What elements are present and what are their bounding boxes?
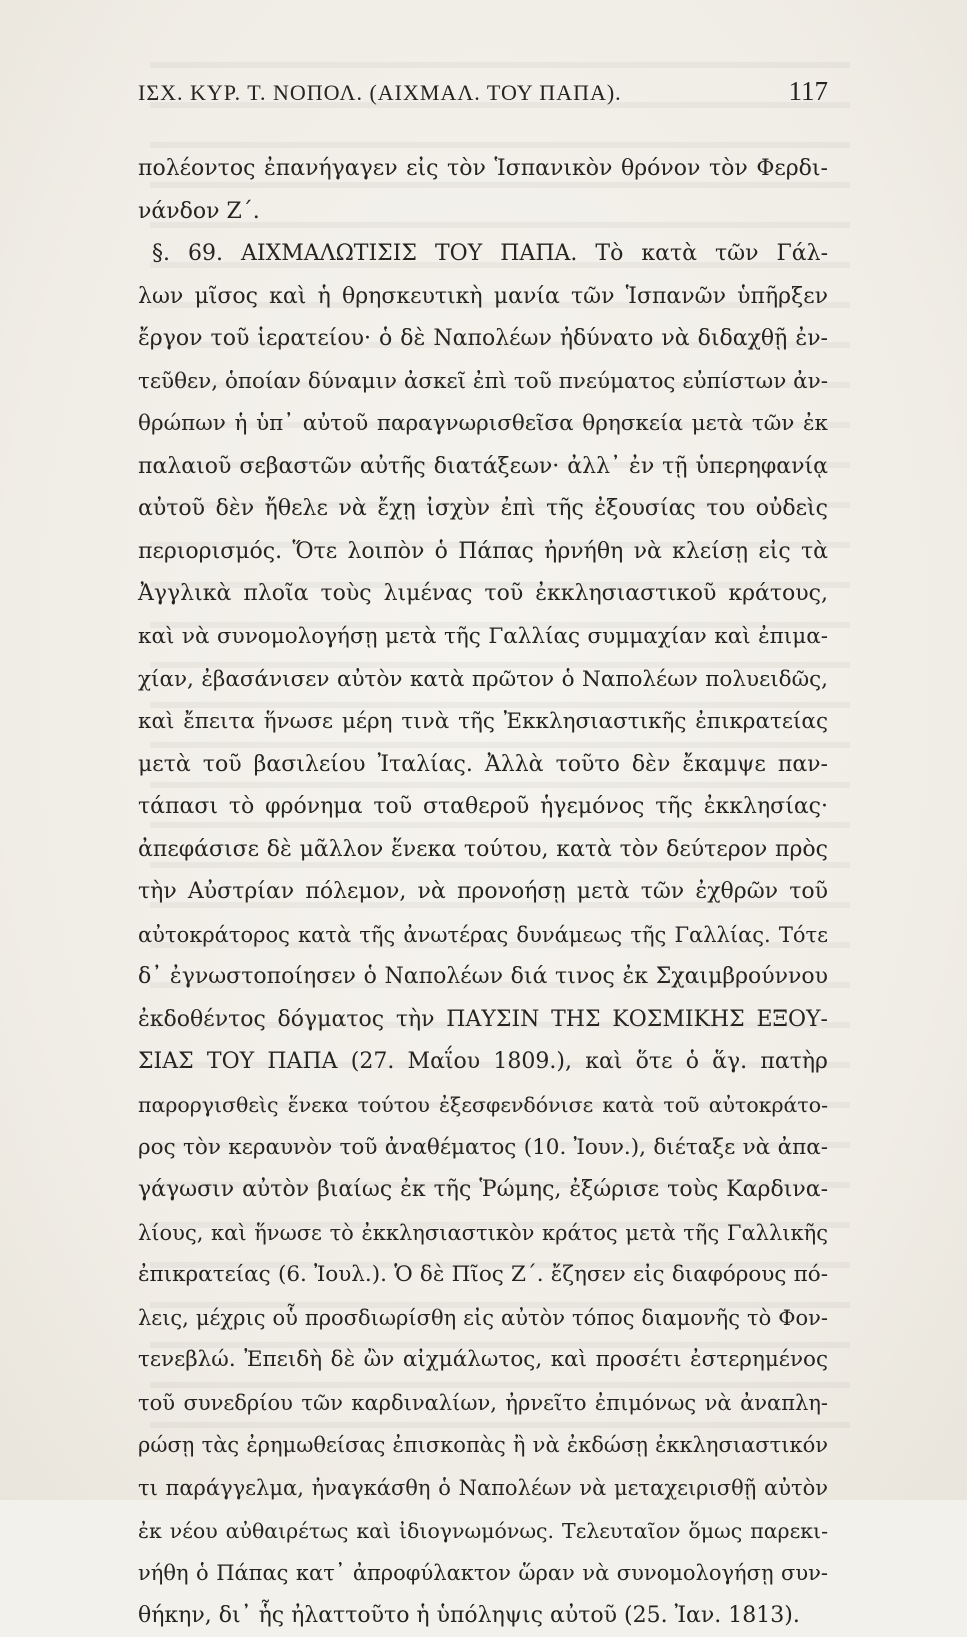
text-line: ρώσῃ τὰς ἐρημωθείσας ἐπισκοπὰς ἢ νὰ ἐκδώσῃ ἐκκλησιαστικόν <box>138 1433 828 1458</box>
text-line: νήθη ὁ Πάπας κατ᾽ ἀπροφύλακτον ὥραν νὰ συνομολογήσῃ συν- <box>138 1561 828 1586</box>
text-line: δ᾽ ἐγνωστοποίησεν ὁ Ναπολέων διά τινος ἐκ Σχαιμβρούννου <box>138 964 828 990</box>
text-line: τάπασι τὸ φρόνημα τοῦ σταθεροῦ ἡγεμόνος τῆς ἐκκλησίας· <box>138 794 828 820</box>
text-line: ΣΙΑΣ ΤΟΥ ΠΑΠΑ (27. Μαΐου 1809.), καὶ ὅτε ὁ ἅγ. πατὴρ <box>138 1049 828 1075</box>
text-line: χίαν, ἐβασάνισεν αὐτὸν κατὰ πρῶτον ὁ Ναπολέων πολυειδῶς, <box>138 666 828 692</box>
text-line: θρώπων ἡ ὑπ᾽ αὐτοῦ παραγνωρισθεῖσα θρησκεία μετὰ τῶν ἐκ <box>138 411 828 437</box>
text-line: λων μῖσος καὶ ἡ θρησκευτικὴ μανία τῶν Ἱσπανῶν ὑπῆρξεν <box>138 283 828 309</box>
text-line: θήκην, δι᾽ ἧς ἠλαττοῦτο ἡ ὑπόληψις αὐτοῦ (25. Ἰαν. 1813). <box>138 1602 800 1628</box>
text-line: παροργισθεὶς ἕνεκα τούτου ἐξεσφενδόνισε κατὰ τοῦ αὐτοκράτο- <box>138 1093 828 1118</box>
text-line: λίους, καὶ ἥνωσε τὸ ἐκκλησιαστικὸν κράτος μετὰ τῆς Γαλλικῆς <box>138 1220 828 1245</box>
text-line: ἔργον τοῦ ἱερατείου· ὁ δὲ Ναπολέων ἠδύνατο νὰ διδαχθῇ ἐν- <box>138 326 828 352</box>
text-line: περιορισμός. Ὅτε λοιπὸν ὁ Πάπας ἠρνήθη νὰ κλείσῃ εἰς τὰ <box>138 538 828 564</box>
text-line: τενεβλώ. Ἐπειδὴ δὲ ὢν αἰχμάλωτος, καὶ προσέτι ἐστερημένος <box>138 1347 828 1373</box>
text-line: τοῦ συνεδρίου τῶν καρδιναλίων, ἠρνεῖτο ἐπιμόνως νὰ ἀναπλη- <box>138 1390 828 1415</box>
text-line: ἐπικρατείας (6. Ἰουλ.). Ὁ δὲ Πῖος Ζ΄. ἔζησεν εἰς διαφόρους πό- <box>138 1262 828 1288</box>
text-line: τι παράγγελμα, ἠναγκάσθη ὁ Ναπολέων νὰ μεταχειρισθῇ αὐτὸν <box>138 1475 828 1500</box>
text-line: παλαιοῦ σεβαστῶν αὐτῆς διατάξεων· ἀλλ᾽ ἐν τῇ ὑπερηφανίᾳ <box>138 453 828 479</box>
text-line: λεις, μέχρις οὗ προσδιωρίσθη εἰς αὐτὸν τόπος διαμονῆς τὸ Φον- <box>138 1305 828 1330</box>
text-line: αὐτοῦ δὲν ἤθελε νὰ ἔχῃ ἰσχὺν ἐπὶ τῆς ἐξουσίας του οὐδεὶς <box>138 496 828 522</box>
text-line: καὶ ἔπειτα ἥνωσε μέρη τινὰ τῆς Ἐκκλησιαστικῆς ἐπικρατείας <box>138 709 828 735</box>
text-line: νάνδον Ζ΄. <box>138 198 260 224</box>
page-number: 117 <box>788 76 828 106</box>
text-line: μετὰ τοῦ βασιλείου Ἰταλίας. Ἀλλὰ τοῦτο δὲν ἔκαμψε παν- <box>138 751 828 777</box>
text-line: ρος τὸν κεραυνὸν τοῦ ἀναθέματος (10. Ἰουν.), διέταξε νὰ ἀπα- <box>138 1134 828 1160</box>
text-line: γάγωσιν αὐτὸν βιαίως ἐκ τῆς Ῥώμης, ἐξώρισε τοὺς Καρδινα- <box>138 1177 828 1203</box>
body-text <box>138 148 828 1637</box>
text-line: τεῦθεν, ὁποίαν δύναμιν ἀσκεῖ ἐπὶ τοῦ πνεύματος εὐπίστων ἀν- <box>138 368 828 394</box>
text-line: ἀπεφάσισε δὲ μᾶλλον ἕνεκα τούτου, κατὰ τὸν δεύτερον πρὸς <box>138 836 828 862</box>
text-line: ἐκδοθέντος δόγματος τὴν ΠΑΥΣΙΝ ΤΗΣ ΚΟΣΜΙΚΗΣ ΕΞΟΥ- <box>138 1006 828 1032</box>
section-heading-line: §. 69. ΑΙΧΜΑΛΩΤΙΣΙΣ ΤΟΥ ΠΑΠΑ. Τὸ κατὰ τῶν Γάλ- <box>152 241 828 267</box>
text-line: πολέοντος ἐπανήγαγεν εἰς τὸν Ἱσπανικὸν θρόνον τὸν Φερδι- <box>138 156 828 181</box>
text-line: καὶ νὰ συνομολογήσῃ μετὰ τῆς Γαλλίας συμμαχίαν καὶ ἐπιμα- <box>138 624 828 650</box>
text-line: τὴν Αὐστρίαν πόλεμον, νὰ προνοήσῃ μετὰ τῶν ἐχθρῶν τοῦ <box>138 879 828 905</box>
running-head: ΙΣΧ. ΚΥΡ. Τ. ΝΟΠΟΛ. (ΑΙΧΜΑΛ. ΤΟΥ ΠΑΠΑ). <box>138 80 622 105</box>
text-line: ἐκ νέου αὐθαιρέτως καὶ ἰδιογνωμόνως. Τελευταῖον ὅμως παρεκι- <box>138 1518 828 1543</box>
text-line: Ἀγγλικὰ πλοῖα τοὺς λιμένας τοῦ ἐκκλησιαστικοῦ κράτους, <box>138 581 828 607</box>
text-line: αὐτοκράτορος κατὰ τῆς ἀνωτέρας δυνάμεως τῆς Γαλλίας. Τότε <box>138 922 828 947</box>
page-header <box>138 76 828 120</box>
